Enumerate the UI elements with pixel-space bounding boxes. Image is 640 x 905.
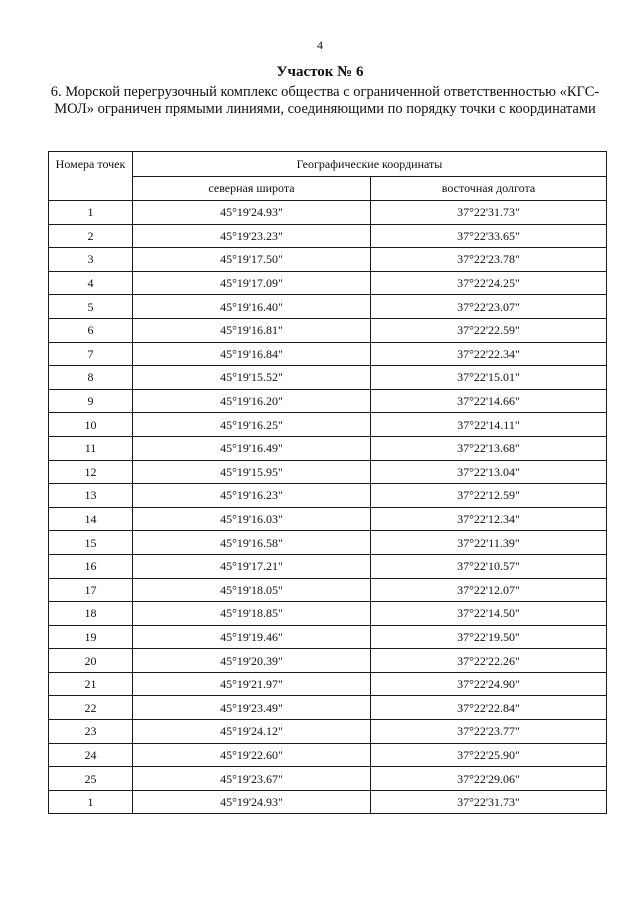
longitude-cell: 37°22'15.01" [371, 366, 607, 390]
coordinates-table-body [49, 201, 607, 814]
table-row [49, 672, 607, 696]
point-number-cell: 20 [49, 649, 133, 673]
latitude-cell: 45°19'22.60" [133, 743, 371, 767]
longitude-cell: 37°22'23.07" [371, 295, 607, 319]
longitude-cell: 37°22'22.84" [371, 696, 607, 720]
longitude-cell: 37°22'31.73" [371, 201, 607, 225]
table-row [49, 342, 607, 366]
table-row [49, 578, 607, 602]
longitude-cell: 37°22'14.66" [371, 389, 607, 413]
longitude-cell: 37°22'24.90" [371, 672, 607, 696]
point-number-cell: 15 [49, 531, 133, 555]
longitude-cell: 37°22'12.59" [371, 484, 607, 508]
table-row [49, 271, 607, 295]
longitude-cell: 37°22'11.39" [371, 531, 607, 555]
longitude-cell: 37°22'23.77" [371, 720, 607, 744]
table-row [49, 201, 607, 225]
longitude-cell: 37°22'13.68" [371, 436, 607, 460]
table-row [49, 318, 607, 342]
latitude-cell: 45°19'16.81" [133, 318, 371, 342]
point-number-cell: 9 [49, 389, 133, 413]
latitude-cell: 45°19'16.49" [133, 436, 371, 460]
latitude-cell: 45°19'16.40" [133, 295, 371, 319]
longitude-cell: 37°22'22.59" [371, 318, 607, 342]
point-number-cell: 23 [49, 720, 133, 744]
point-number-cell: 1 [49, 201, 133, 225]
latitude-cell: 45°19'16.23" [133, 484, 371, 508]
table-row [49, 507, 607, 531]
longitude-cell: 37°22'33.65" [371, 224, 607, 248]
header-geographic-coordinates: Географические координаты [133, 152, 607, 177]
point-number-cell: 17 [49, 578, 133, 602]
latitude-cell: 45°19'16.20" [133, 389, 371, 413]
longitude-cell: 37°22'22.26" [371, 649, 607, 673]
header-longitude: восточная долгота [371, 177, 607, 201]
longitude-cell: 37°22'14.11" [371, 413, 607, 437]
table-row [49, 413, 607, 437]
point-number-cell: 22 [49, 696, 133, 720]
point-number-cell: 13 [49, 484, 133, 508]
page-number: 4 [317, 38, 323, 52]
table-row [49, 649, 607, 673]
longitude-cell: 37°22'22.34" [371, 342, 607, 366]
latitude-cell: 45°19'16.84" [133, 342, 371, 366]
longitude-cell: 37°22'19.50" [371, 625, 607, 649]
point-number-cell: 8 [49, 366, 133, 390]
point-number-cell: 11 [49, 436, 133, 460]
point-number-cell: 19 [49, 625, 133, 649]
table-row [49, 460, 607, 484]
longitude-cell: 37°22'14.50" [371, 602, 607, 626]
longitude-cell: 37°22'23.78" [371, 248, 607, 272]
longitude-cell: 37°22'24.25" [371, 271, 607, 295]
point-number-cell: 10 [49, 413, 133, 437]
latitude-cell: 45°19'23.23" [133, 224, 371, 248]
latitude-cell: 45°19'19.46" [133, 625, 371, 649]
table-row [49, 696, 607, 720]
longitude-cell: 37°22'29.06" [371, 767, 607, 791]
table-row [49, 531, 607, 555]
longitude-cell: 37°22'31.73" [371, 790, 607, 814]
latitude-cell: 45°19'16.25" [133, 413, 371, 437]
latitude-cell: 45°19'17.50" [133, 248, 371, 272]
point-number-cell: 3 [49, 248, 133, 272]
table-row [49, 790, 607, 814]
point-number-cell: 6 [49, 318, 133, 342]
table-row [49, 554, 607, 578]
longitude-cell: 37°22'12.07" [371, 578, 607, 602]
latitude-cell: 45°19'18.85" [133, 602, 371, 626]
longitude-cell: 37°22'12.34" [371, 507, 607, 531]
latitude-cell: 45°19'24.12" [133, 720, 371, 744]
longitude-cell: 37°22'25.90" [371, 743, 607, 767]
table-row [49, 295, 607, 319]
point-number-cell: 25 [49, 767, 133, 791]
table-row [49, 743, 607, 767]
latitude-cell: 45°19'23.67" [133, 767, 371, 791]
latitude-cell: 45°19'20.39" [133, 649, 371, 673]
table-row [49, 484, 607, 508]
latitude-cell: 45°19'15.52" [133, 366, 371, 390]
latitude-cell: 45°19'24.93" [133, 201, 371, 225]
latitude-cell: 45°19'23.49" [133, 696, 371, 720]
longitude-cell: 37°22'13.04" [371, 460, 607, 484]
latitude-cell: 45°19'15.95" [133, 460, 371, 484]
header-latitude: северная широта [133, 177, 371, 201]
point-number-cell: 21 [49, 672, 133, 696]
point-number-cell: 4 [49, 271, 133, 295]
latitude-cell: 45°19'16.58" [133, 531, 371, 555]
table-row [49, 248, 607, 272]
latitude-cell: 45°19'16.03" [133, 507, 371, 531]
point-number-cell: 2 [49, 224, 133, 248]
table-row [49, 224, 607, 248]
point-number-cell: 12 [49, 460, 133, 484]
section-description: 6. Морской перегрузочный комплекс общества с ограниченной ответственностью «КГС-МОЛ» ограничен прямыми линиями, соединяющими по порядку точки с координатами [50, 84, 600, 117]
table-row [49, 720, 607, 744]
point-number-cell: 16 [49, 554, 133, 578]
latitude-cell: 45°19'24.93" [133, 790, 371, 814]
header-point-number: Номера точек [49, 152, 133, 201]
latitude-cell: 45°19'21.97" [133, 672, 371, 696]
longitude-cell: 37°22'10.57" [371, 554, 607, 578]
table-row [49, 389, 607, 413]
point-number-cell: 14 [49, 507, 133, 531]
coordinates-table [48, 151, 607, 814]
table-row [49, 602, 607, 626]
point-number-cell: 24 [49, 743, 133, 767]
latitude-cell: 45°19'17.09" [133, 271, 371, 295]
table-row [49, 366, 607, 390]
table-row [49, 625, 607, 649]
latitude-cell: 45°19'18.05" [133, 578, 371, 602]
point-number-cell: 5 [49, 295, 133, 319]
latitude-cell: 45°19'17.21" [133, 554, 371, 578]
point-number-cell: 7 [49, 342, 133, 366]
section-title: Участок № 6 [276, 64, 364, 80]
point-number-cell: 18 [49, 602, 133, 626]
table-row [49, 436, 607, 460]
table-row [49, 767, 607, 791]
point-number-cell: 1 [49, 790, 133, 814]
